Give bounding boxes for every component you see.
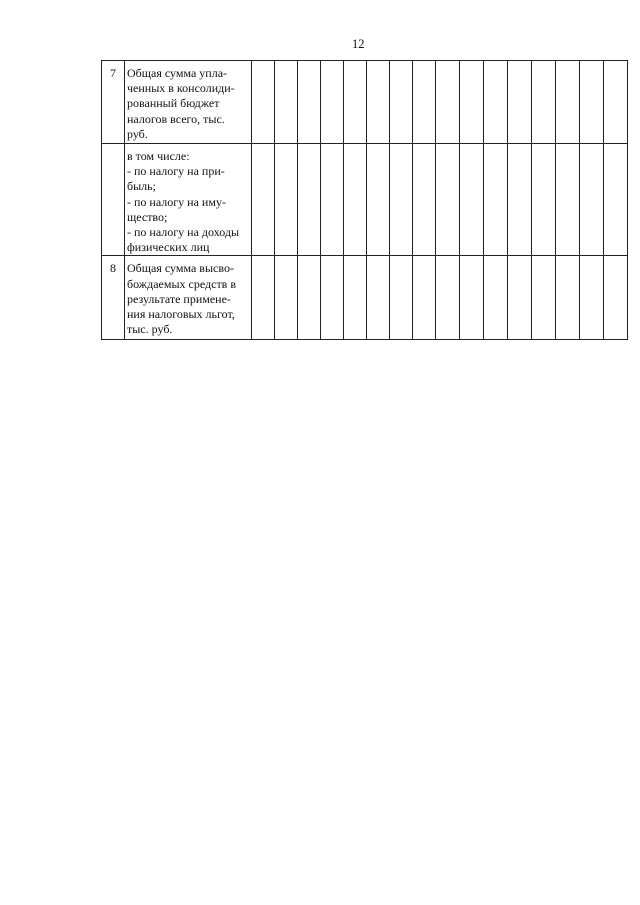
blank-cell bbox=[367, 144, 390, 256]
label-line: Общая сумма высво- bbox=[127, 261, 234, 276]
blank-cell bbox=[556, 256, 580, 340]
label-line: физических лиц bbox=[127, 240, 210, 255]
label-line: бождаемых средств в bbox=[127, 276, 237, 291]
label-line: ния налоговых льгот, bbox=[127, 307, 235, 322]
label-line: результате примене- bbox=[127, 291, 231, 306]
blank-cell bbox=[436, 144, 460, 256]
table-row-breakdown bbox=[102, 144, 628, 256]
blank-cell bbox=[460, 61, 484, 144]
blank-cell bbox=[367, 256, 390, 340]
table-body bbox=[102, 61, 628, 340]
label-line: - по налогу на при- bbox=[127, 164, 225, 179]
blank-cell bbox=[604, 144, 628, 256]
blank-cell bbox=[532, 61, 556, 144]
blank-cell bbox=[275, 256, 298, 340]
blank-cell bbox=[580, 144, 604, 256]
label-line: - по налогу на иму- bbox=[127, 194, 226, 209]
blank-cell bbox=[556, 144, 580, 256]
label-line: быль; bbox=[127, 179, 156, 194]
blank-cell bbox=[413, 61, 436, 144]
blank-cell bbox=[298, 144, 321, 256]
blank-cell bbox=[275, 61, 298, 144]
blank-cell bbox=[367, 61, 390, 144]
label-line: руб. bbox=[127, 126, 148, 141]
row-label bbox=[125, 256, 252, 340]
row-number bbox=[102, 144, 125, 256]
blank-cell bbox=[344, 256, 367, 340]
blank-cell bbox=[252, 144, 275, 256]
label-line: тыс. руб. bbox=[127, 322, 173, 337]
row-label bbox=[125, 144, 252, 256]
blank-cell bbox=[508, 61, 532, 144]
blank-cell bbox=[390, 256, 413, 340]
blank-cell bbox=[436, 61, 460, 144]
blank-cell bbox=[321, 61, 344, 144]
blank-cell bbox=[556, 61, 580, 144]
blank-cell bbox=[252, 61, 275, 144]
label-line: в том числе: bbox=[127, 149, 190, 163]
blank-cell bbox=[321, 144, 344, 256]
blank-cell bbox=[252, 256, 275, 340]
blank-cell bbox=[390, 61, 413, 144]
blank-cell bbox=[321, 256, 344, 340]
blank-cell bbox=[508, 256, 532, 340]
label-line: ченных в консолиди- bbox=[127, 81, 235, 96]
blank-cell bbox=[344, 61, 367, 144]
blank-cell bbox=[604, 61, 628, 144]
blank-cell bbox=[508, 144, 532, 256]
blank-cell bbox=[460, 256, 484, 340]
blank-cell bbox=[532, 256, 556, 340]
blank-cell bbox=[604, 256, 628, 340]
blank-cell bbox=[484, 256, 508, 340]
label-line: налогов всего, тыс. bbox=[127, 111, 225, 126]
blank-cell bbox=[484, 61, 508, 144]
row-number: 7 bbox=[102, 61, 125, 144]
blank-cell bbox=[532, 144, 556, 256]
blank-cell bbox=[298, 61, 321, 144]
label-line: - по налогу на доходы bbox=[127, 225, 240, 240]
blank-cell bbox=[436, 256, 460, 340]
label-line: Общая сумма упла- bbox=[127, 66, 228, 80]
blank-cell bbox=[390, 144, 413, 256]
blank-cell bbox=[484, 144, 508, 256]
blank-cell bbox=[580, 61, 604, 144]
blank-cell bbox=[413, 256, 436, 340]
table-row-freed-funds bbox=[102, 256, 628, 340]
blank-cell bbox=[580, 256, 604, 340]
blank-cell bbox=[275, 144, 298, 256]
row-number: 8 bbox=[102, 256, 125, 340]
blank-cell bbox=[344, 144, 367, 256]
tax-indicators-table bbox=[101, 60, 628, 340]
blank-cell bbox=[413, 144, 436, 256]
blank-cell bbox=[460, 144, 484, 256]
table-row-total-taxes-paid bbox=[102, 61, 628, 144]
label-line: рованный бюджет bbox=[127, 96, 220, 111]
blank-cell bbox=[298, 256, 321, 340]
row-label bbox=[125, 61, 252, 144]
page-number: 12 bbox=[352, 37, 365, 51]
label-line: щество; bbox=[127, 209, 168, 224]
